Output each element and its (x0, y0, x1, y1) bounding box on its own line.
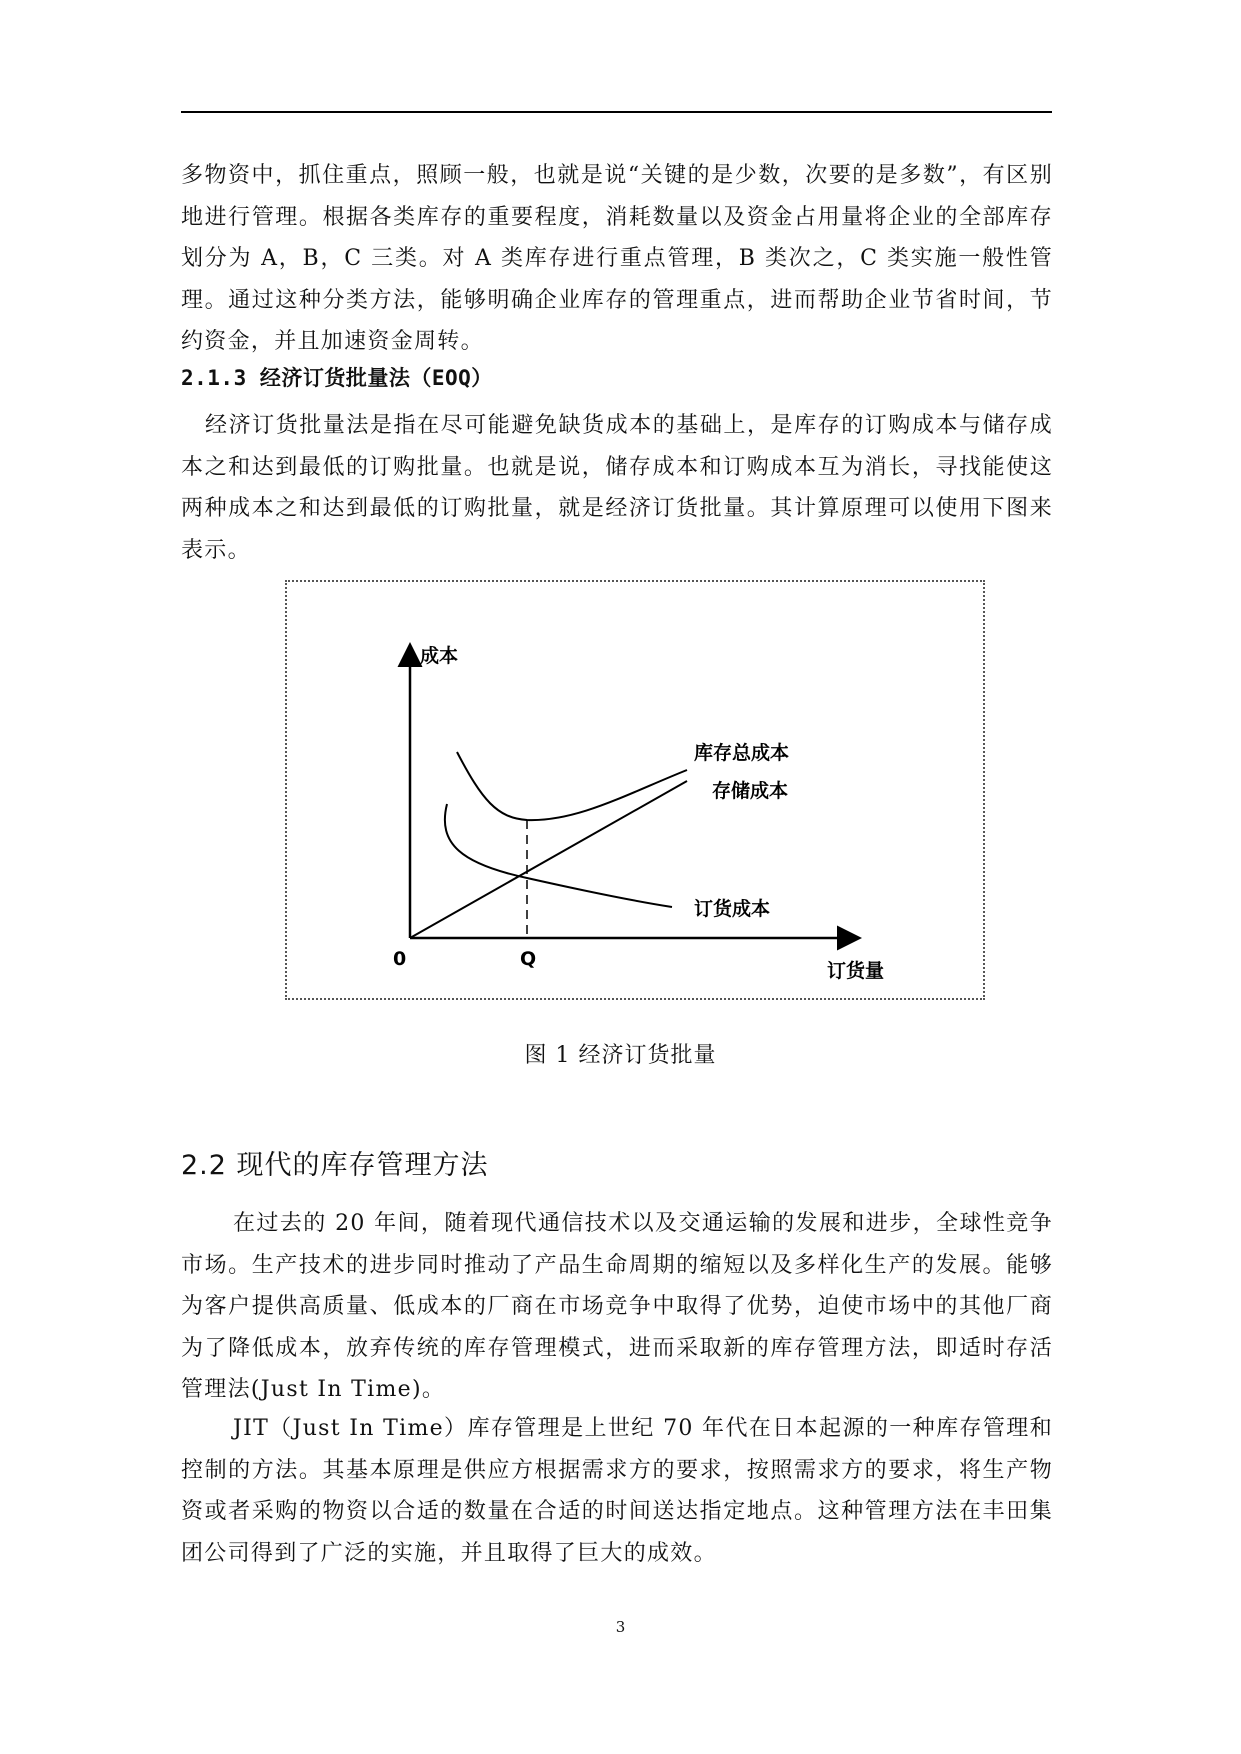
paragraph-modern-context: 在过去的 20 年间，随着现代通信技术以及交通运输的发展和进步，全球性竞争市场。生产技术的进步同时推动了产品生命周期的缩短以及多样化生产的发展。能够为客户提供高质量、低成本的厂商在市场竞争中取得了优势，迫使市场中的其他厂商为了降低成本，放弃传统的库存管理模式，进而采取新的库存管理方法，即适时存活管理法(Just In Time)。 (181, 1211, 1053, 1402)
order-cost-label: 订货成本 (694, 898, 771, 920)
header-rule (181, 111, 1052, 113)
y-axis-label: 成本 (420, 645, 459, 667)
paragraph-eoq-definition: 经济订货批量法是指在尽可能避免缺货成本的基础上，是库存的订购成本与储存成本之和达到最低的订购批量。也就是说，储存成本和订购成本互为消长，寻找能使这两种成本之和达到最低的订购批量，就是经济订货批量。其计算原理可以使用下图来表示。 (181, 413, 1053, 563)
section-heading-modern-inventory: 2.2 现代的库存管理方法 (181, 1150, 489, 1181)
storage-cost-line (410, 781, 687, 938)
order-cost-curve (445, 804, 672, 907)
origin-label: 0 (393, 948, 407, 970)
eoq-figure (285, 580, 985, 1000)
total-cost-label: 库存总成本 (694, 742, 790, 764)
total-cost-curve (457, 752, 687, 820)
storage-cost-label: 存储成本 (712, 780, 789, 802)
section-heading-eoq: 2.1.3 经济订货批量法（EOQ） (181, 366, 493, 390)
paragraph-abc-classification: 多物资中，抓住重点，照顾一般，也就是说“关键的是少数，次要的是多数”，有区别地进行管理。根据各类库存的重要程度，消耗数量以及资金占用量将企业的全部库存划分为 A，B，C 三类。对 A 类库存进行重点管理，B 类次之，C 类实施一般性管理。通过这种分类方法，能够明确企业库存的管理重点，进而帮助企业节省时间，节约资金，并且加速资金周转。 (181, 163, 1053, 354)
x-axis-label: 订货量 (827, 960, 885, 982)
q-label: Q (520, 948, 537, 970)
figure-caption: 图 1 经济订货批量 (524, 1043, 717, 1068)
paragraph-jit: JIT（Just In Time）库存管理是上世纪 70 年代在日本起源的一种库存管理和控制的方法。其基本原理是供应方根据需求方的要求，按照需求方的要求，将生产物资或者采购的物资以合适的数量在合适的时间送达指定地点。这种管理方法在丰田集团公司得到了广泛的实施，并且取得了巨大的成效。 (181, 1416, 1053, 1566)
eoq-diagram (287, 582, 987, 1002)
page-number: 3 (615, 1618, 626, 1636)
